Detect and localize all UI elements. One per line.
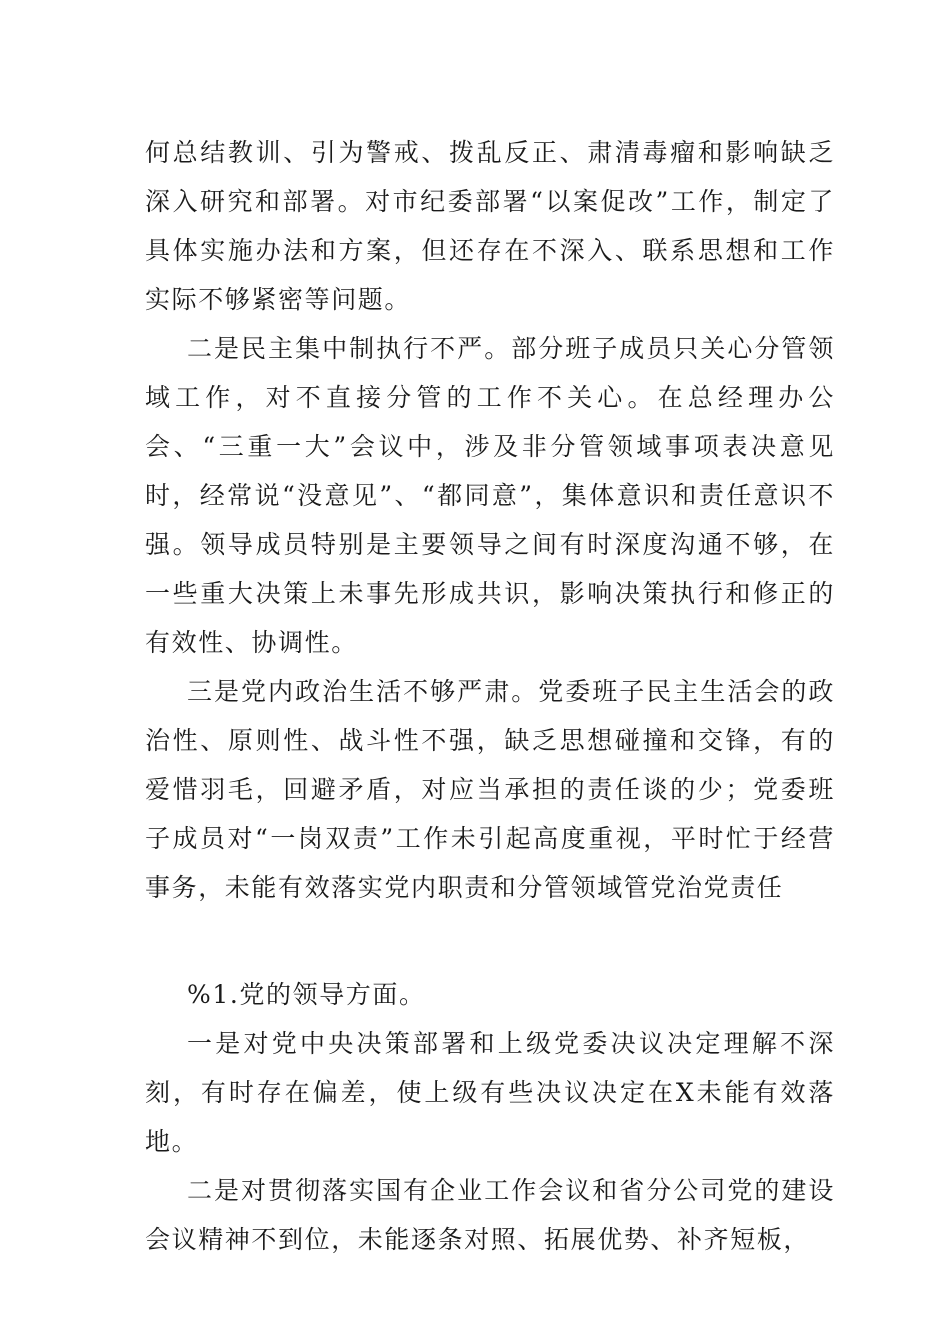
paragraph-continued: 何总结教训、引为警戒、拨乱反正、肃清毒瘤和影响缺乏深入研究和部署。对市纪委部署“以案促改”工作，制定了具体实施办法和方案，但还存在不深入、联系思想和工作实际不够紧密等问题。 [145, 138, 835, 314]
section-heading: %1.党的领导方面。 [187, 980, 426, 1009]
document-body [145, 128, 835, 1264]
paragraph-political-life: 三是党内政治生活不够严肃。党委班子民主生活会的政治性、原则性、战斗性不强，缺乏思想碰撞和交锋，有的爱惜羽毛，回避矛盾，对应当承担的责任谈的少；党委班子成员对“一岗双责”工作未引起高度重视，平时忙于经营事务，未能有效落实党内职责和分管领域管党治党责任 [145, 677, 835, 902]
paragraph-soe-meeting: 二是对贯彻落实国有企业工作会议和省分公司党的建设会议精神不到位，未能逐条对照、拓展优势、补齐短板， [145, 1176, 835, 1254]
paragraph-democratic-centralism: 二是民主集中制执行不严。部分班子成员只关心分管领域工作，对不直接分管的工作不关心。在总经理办公会、“三重一大”会议中，涉及非分管领域事项表决意见时，经常说“没意见”、“都同意”，集体意识和责任意识不强。领导成员特别是主要领导之间有时深度沟通不够，在一些重大决策上未事先形成共识，影响决策执行和修正的有效性、协调性。 [145, 334, 835, 657]
section-gap [145, 912, 835, 970]
paragraph-central-decisions: 一是对党中央决策部署和上级党委决议决定理解不深刻，有时存在偏差，使上级有些决议决定在X未能有效落地。 [145, 1029, 835, 1156]
